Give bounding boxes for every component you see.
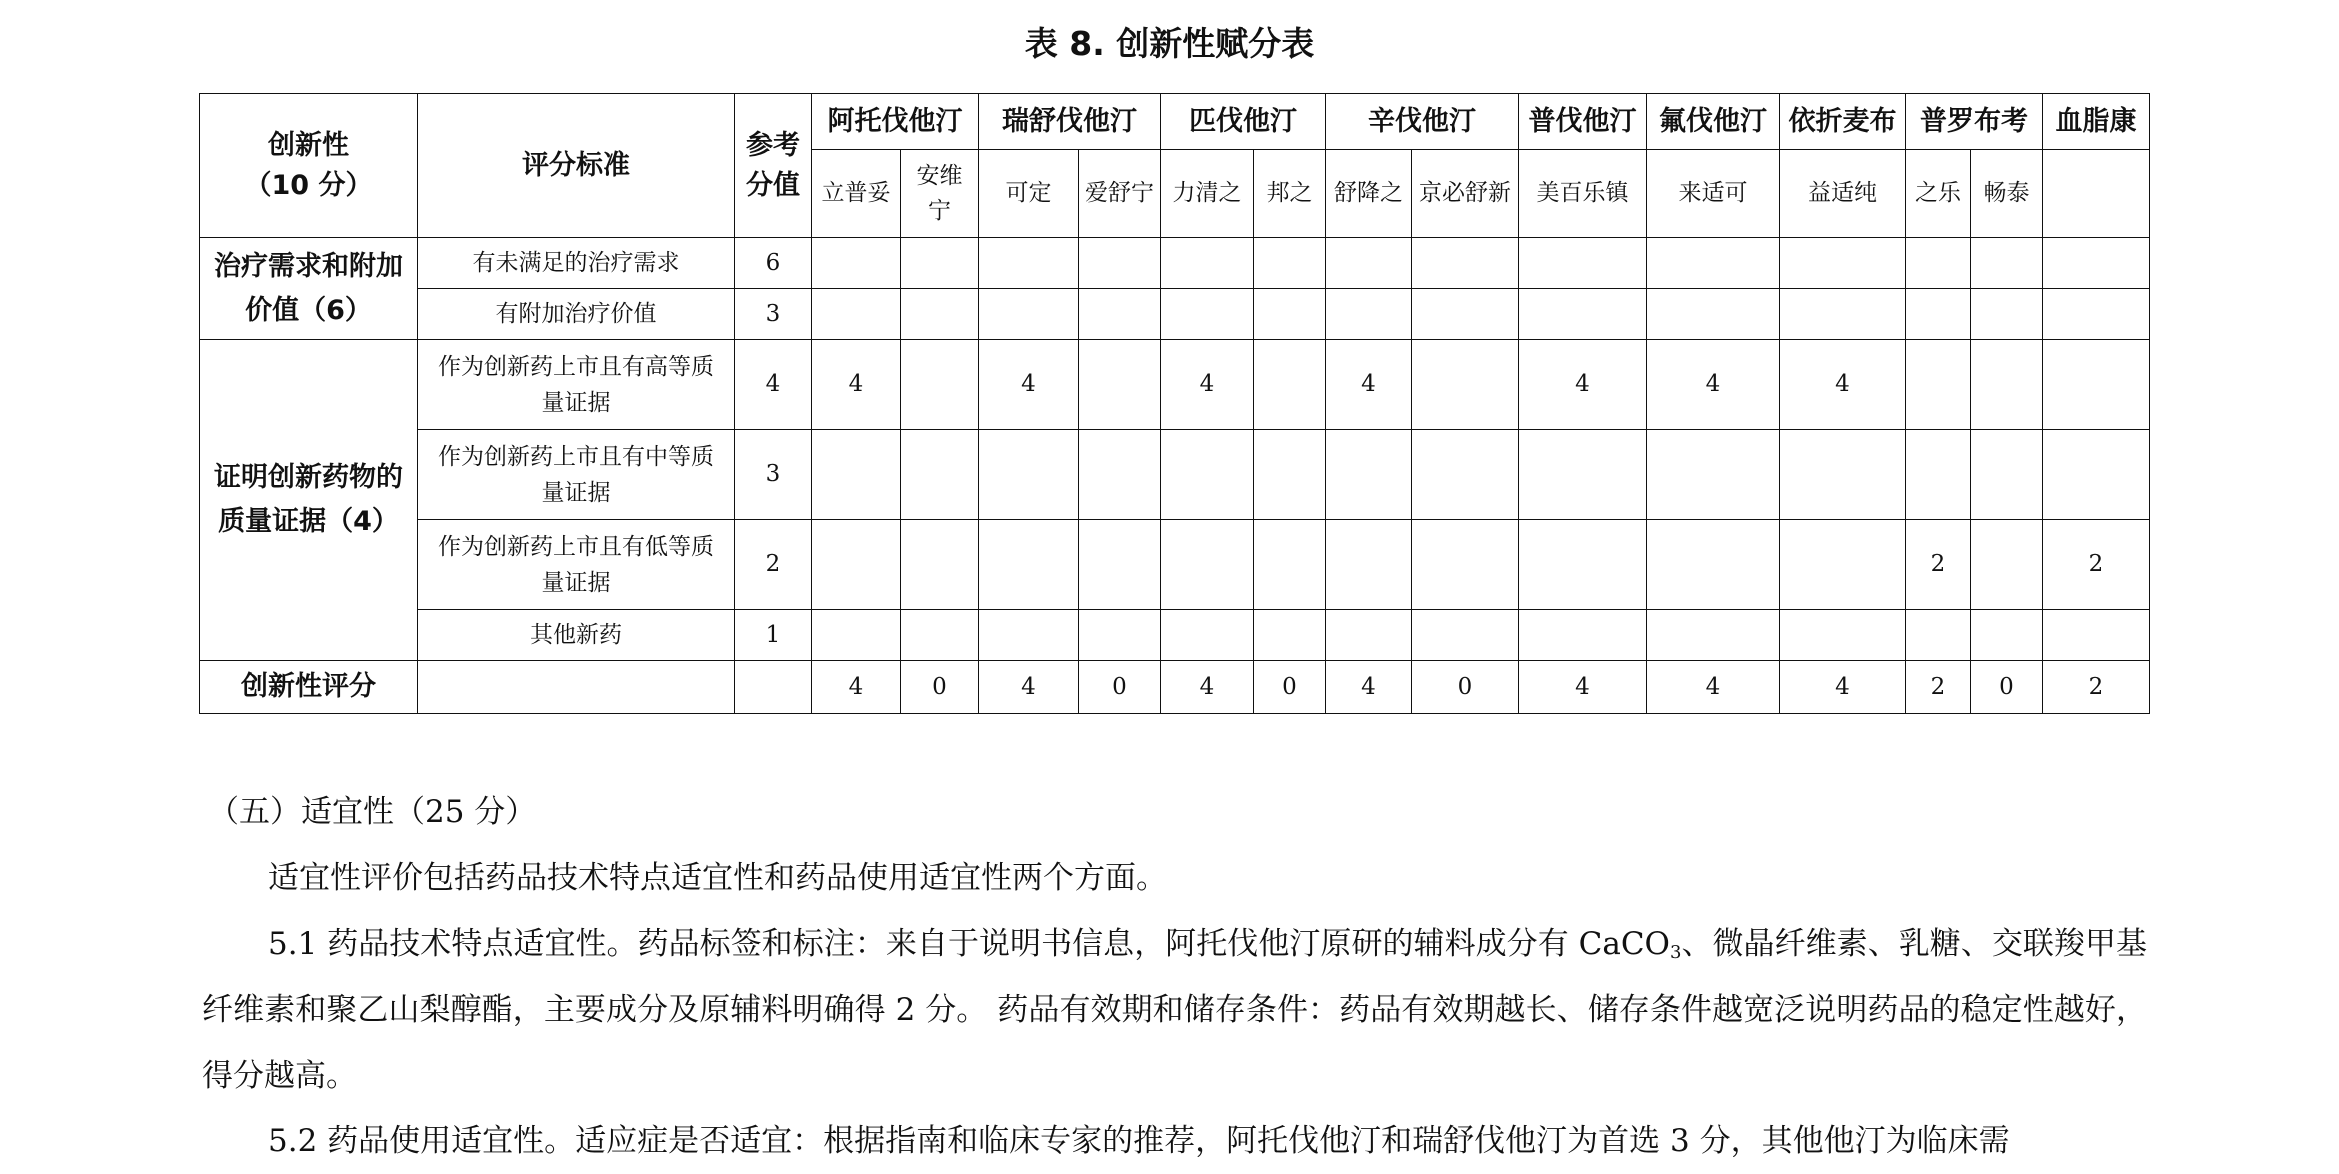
criteria-cell: 有附加治疗价值 <box>418 289 735 340</box>
total-score-cell: 0 <box>1971 661 2043 714</box>
ref-score-cell <box>735 661 812 714</box>
header-ref-score: 参考 分值 <box>735 94 812 238</box>
score-cell <box>1647 430 1780 520</box>
header-brand: 爱舒宁 <box>1079 150 1161 238</box>
header-brand: 邦之 <box>1254 150 1326 238</box>
score-cell <box>1780 520 1906 610</box>
total-row <box>200 661 2150 714</box>
score-cell <box>1326 238 1412 289</box>
ref-score-cell: 4 <box>735 340 812 430</box>
score-cell <box>1326 430 1412 520</box>
score-cell <box>1254 520 1326 610</box>
header-brand: 可定 <box>979 150 1079 238</box>
score-cell <box>1254 238 1326 289</box>
header-brand: 力清之 <box>1161 150 1254 238</box>
score-cell <box>1412 340 1519 430</box>
score-cell <box>1780 289 1906 340</box>
total-score-cell: 0 <box>901 661 979 714</box>
score-cell <box>812 238 901 289</box>
ref-score-cell: 6 <box>735 238 812 289</box>
score-cell <box>1971 430 2043 520</box>
paragraph: 5.1 药品技术特点适宜性。药品标签和标注：来自于说明书信息，阿托伐他汀原研的辅料成分有 CaCO$_3$、微晶纤维素、乳糖、交联羧甲基纤维素和聚乙山梨醇酯，主要成分及原辅料明确得 2 分。 药品有效期和储存条件：药品有效期越长、储存条件越宽泛说明药品的稳定性越好，得分越高。 <box>202 926 2148 1094</box>
score-cell <box>1906 430 1971 520</box>
score-cell <box>901 238 979 289</box>
score-cell <box>1971 520 2043 610</box>
header-brand: 美百乐镇 <box>1519 150 1647 238</box>
total-score-cell: 4 <box>1780 661 1906 714</box>
header-brand: 畅泰 <box>1971 150 2043 238</box>
header-generic: 普罗布考 <box>1906 94 2043 150</box>
total-score-cell: 0 <box>1412 661 1519 714</box>
ref-score-cell: 3 <box>735 289 812 340</box>
header-generic: 阿托伐他汀 <box>812 94 979 150</box>
score-cell: 4 <box>979 340 1079 430</box>
criteria-cell: 作为创新药上市且有高等质 量证据 <box>418 340 735 430</box>
criteria-cell: 有未满足的治疗需求 <box>418 238 735 289</box>
table-title: 表 8. 创新性赋分表 <box>1024 24 1315 63</box>
table-row <box>200 430 2150 520</box>
score-cell <box>1079 289 1161 340</box>
score-cell <box>1906 340 1971 430</box>
ref-score-cell: 3 <box>735 430 812 520</box>
total-score-cell: 4 <box>812 661 901 714</box>
score-cell <box>1079 520 1161 610</box>
header-brand: 舒降之 <box>1326 150 1412 238</box>
score-cell <box>2043 430 2150 520</box>
score-cell <box>1971 340 2043 430</box>
score-cell: 4 <box>1519 340 1647 430</box>
group-label: 治疗需求和附加 价值（6） <box>200 238 418 340</box>
score-cell <box>1254 430 1326 520</box>
score-cell <box>1161 430 1254 520</box>
score-cell <box>1079 610 1161 661</box>
total-score-cell: 4 <box>1519 661 1647 714</box>
header-generic: 普伐他汀 <box>1519 94 1647 150</box>
score-cell <box>979 520 1079 610</box>
table-row <box>200 610 2150 661</box>
total-score-cell: 4 <box>979 661 1079 714</box>
score-cell <box>1254 610 1326 661</box>
header-generic: 依折麦布 <box>1780 94 1906 150</box>
innovation-score-table <box>199 93 2150 714</box>
score-cell <box>1519 238 1647 289</box>
total-score-cell: 4 <box>1647 661 1780 714</box>
score-cell <box>901 520 979 610</box>
score-cell <box>1519 610 1647 661</box>
header-brand: 之乐 <box>1906 150 1971 238</box>
table-row <box>200 289 2150 340</box>
table-row <box>200 520 2150 610</box>
score-cell <box>1079 430 1161 520</box>
score-cell <box>812 430 901 520</box>
total-score-cell: 0 <box>1079 661 1161 714</box>
score-cell <box>901 289 979 340</box>
ref-score-cell: 2 <box>735 520 812 610</box>
score-cell <box>901 340 979 430</box>
score-cell <box>1079 238 1161 289</box>
criteria-cell: 作为创新药上市且有中等质 量证据 <box>418 430 735 520</box>
score-cell <box>979 289 1079 340</box>
header-brand: 立普妥 <box>812 150 901 238</box>
header-brand <box>2043 150 2150 238</box>
score-cell <box>2043 340 2150 430</box>
score-cell <box>1254 289 1326 340</box>
score-cell <box>1971 289 2043 340</box>
score-cell <box>1161 238 1254 289</box>
score-cell <box>1780 430 1906 520</box>
criteria-cell <box>418 661 735 714</box>
criteria-cell: 其他新药 <box>418 610 735 661</box>
score-cell <box>2043 610 2150 661</box>
header-generic: 氟伐他汀 <box>1647 94 1780 150</box>
score-cell <box>1161 520 1254 610</box>
score-cell <box>812 610 901 661</box>
score-cell: 4 <box>1326 340 1412 430</box>
header-generic: 辛伐他汀 <box>1326 94 1519 150</box>
score-cell <box>1326 289 1412 340</box>
score-cell <box>1412 289 1519 340</box>
score-cell <box>2043 238 2150 289</box>
ref-score-cell: 1 <box>735 610 812 661</box>
score-cell <box>1971 238 2043 289</box>
header-generic: 瑞舒伐他汀 <box>979 94 1161 150</box>
score-cell <box>1780 238 1906 289</box>
score-cell: 4 <box>1780 340 1906 430</box>
score-cell <box>1519 430 1647 520</box>
total-score-cell: 0 <box>1254 661 1326 714</box>
score-cell: 2 <box>2043 520 2150 610</box>
criteria-cell: 作为创新药上市且有低等质 量证据 <box>418 520 735 610</box>
score-cell <box>1647 289 1780 340</box>
score-cell <box>1412 430 1519 520</box>
group-label: 证明创新药物的 质量证据（4） <box>200 340 418 661</box>
header-generic: 匹伐他汀 <box>1161 94 1326 150</box>
score-cell <box>812 289 901 340</box>
score-cell <box>1519 289 1647 340</box>
score-cell <box>812 520 901 610</box>
score-cell <box>1647 610 1780 661</box>
score-cell <box>901 430 979 520</box>
score-cell: 4 <box>1161 340 1254 430</box>
score-cell <box>1412 520 1519 610</box>
score-cell <box>1254 340 1326 430</box>
score-cell <box>1326 520 1412 610</box>
score-cell <box>979 430 1079 520</box>
score-cell <box>1079 340 1161 430</box>
score-cell <box>1647 520 1780 610</box>
header-category: 创新性 （10 分） <box>200 94 418 238</box>
header-brand: 来适可 <box>1647 150 1780 238</box>
score-cell: 2 <box>1906 520 1971 610</box>
score-cell <box>1971 610 2043 661</box>
score-cell <box>1906 238 1971 289</box>
table-row <box>200 238 2150 289</box>
score-cell <box>1161 289 1254 340</box>
header-criteria: 评分标准 <box>418 94 735 238</box>
paragraph: 5.2 药品使用适宜性。适应症是否适宜：根据指南和临床专家的推荐，阿托伐他汀和瑞舒伐他汀为首选 3 分，其他他汀为临床需 <box>268 1123 2010 1159</box>
header-brand: 益适纯 <box>1780 150 1906 238</box>
score-cell <box>901 610 979 661</box>
score-cell <box>1412 610 1519 661</box>
total-score-cell: 4 <box>1161 661 1254 714</box>
score-cell <box>1906 289 1971 340</box>
section-heading: （五）适宜性（25 分） <box>208 794 537 830</box>
header-generic: 血脂康 <box>2043 94 2150 150</box>
score-cell <box>2043 289 2150 340</box>
paragraph: 适宜性评价包括药品技术特点适宜性和药品使用适宜性两个方面。 <box>268 860 1167 896</box>
header-brand: 京必舒新 <box>1412 150 1519 238</box>
score-cell <box>1161 610 1254 661</box>
score-cell <box>979 238 1079 289</box>
score-cell <box>1412 238 1519 289</box>
total-label: 创新性评分 <box>200 661 418 714</box>
total-score-cell: 4 <box>1326 661 1412 714</box>
table-row <box>200 340 2150 430</box>
header-brand: 安维 宁 <box>901 150 979 238</box>
total-score-cell: 2 <box>2043 661 2150 714</box>
score-cell <box>1906 610 1971 661</box>
total-score-cell: 2 <box>1906 661 1971 714</box>
score-cell <box>979 610 1079 661</box>
score-cell <box>1780 610 1906 661</box>
score-cell <box>1519 520 1647 610</box>
score-cell: 4 <box>812 340 901 430</box>
score-cell <box>1647 238 1780 289</box>
score-cell: 4 <box>1647 340 1780 430</box>
score-cell <box>1326 610 1412 661</box>
